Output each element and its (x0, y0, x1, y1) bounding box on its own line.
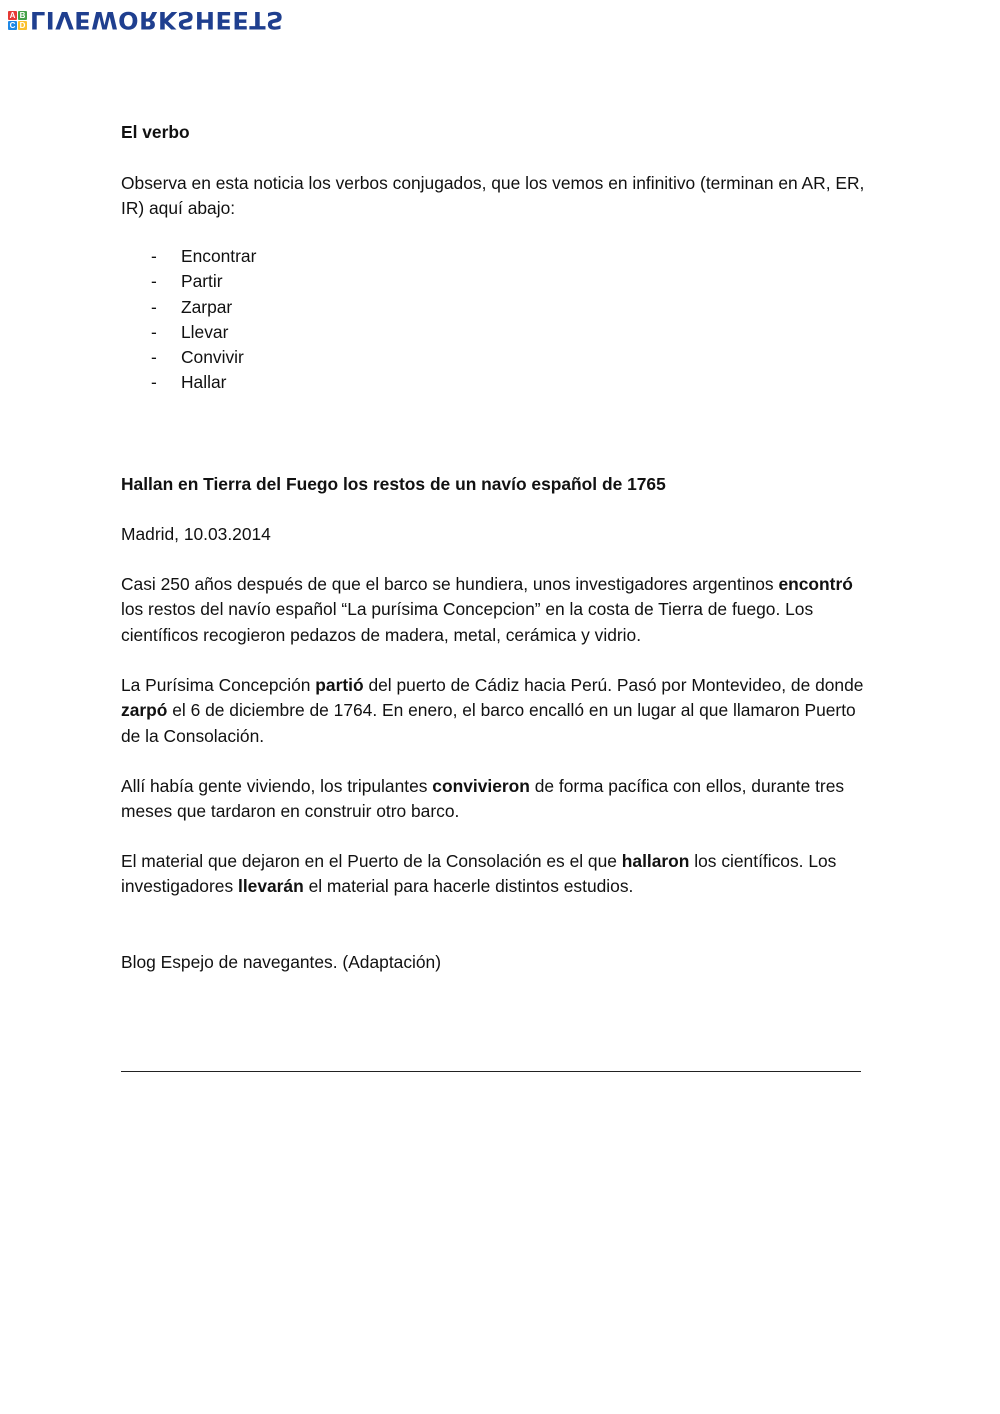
list-item: - Partir (151, 271, 223, 292)
article-paragraph-3: Allí había gente viviendo, los tripulantes convivieron de forma pacífica con ellos, durante tres meses que tardaron en construir otro barco. (121, 776, 845, 822)
highlighted-verb: hallaron (621, 851, 690, 871)
logo-block-d: D (19, 20, 26, 30)
answer-line-divider (121, 1071, 861, 1072)
highlighted-verb: zarpó (121, 700, 168, 721)
logo-block-c: C (9, 20, 16, 30)
list-item: - Hallar (151, 372, 227, 393)
liveworksheets-logo (8, 6, 284, 34)
article-source: Blog Espejo de navegantes. (Adaptación) (121, 952, 442, 972)
article-dateline: Madrid, 10.03.2014 (121, 524, 271, 544)
verb-list (151, 244, 256, 396)
highlighted-verb: partió (315, 675, 364, 695)
section-title: El verbo (121, 122, 190, 142)
logo-text: LIVEWORKSHEETS (30, 6, 284, 34)
highlighted-verb: convivieron (432, 776, 530, 796)
list-item: - Encontrar (151, 246, 257, 266)
article-paragraph-2: La Purísima Concepción partió del puerto de Cádiz hacia Perú. Pasó por Montevideo, de donde zarpó el 6 de diciembre de 1764. En enero, el barco encalló en un lugar al que llamaron Puerto de la Consolación. (121, 675, 864, 746)
intro-paragraph: Observa en esta noticia los verbos conjugados, que los vemos en infinitivo (terminan en AR, ER, IR) aquí abajo: (121, 173, 865, 219)
article-paragraph-1: Casi 250 años después de que el barco se hundiera, unos investigadores argentinos encontró los restos del navío español “La purísima Concepcion” en la costa de Tierra de fuego. Los científicos recogieron pedazos de madera, metal, cerámica y vidrio. (121, 574, 853, 645)
logo-blocks-icon (8, 11, 27, 30)
highlighted-verb: llevarán (237, 876, 304, 897)
article-paragraph-4: El material que dejaron en el Puerto de la Consolación es el que hallaron los científicos. Los investigadores llevarán el material para hacerle distintos estudios. (121, 851, 837, 897)
article-headline: Hallan en Tierra del Fuego los restos de un navío español de 1765 (121, 474, 666, 494)
list-item: - Llevar (151, 321, 229, 342)
highlighted-verb: encontró (778, 574, 853, 594)
logo-block-a: A (9, 10, 16, 20)
list-item: - Convivir (151, 347, 244, 368)
logo-block-b: B (19, 10, 26, 20)
list-item: - Zarpar (151, 296, 233, 317)
